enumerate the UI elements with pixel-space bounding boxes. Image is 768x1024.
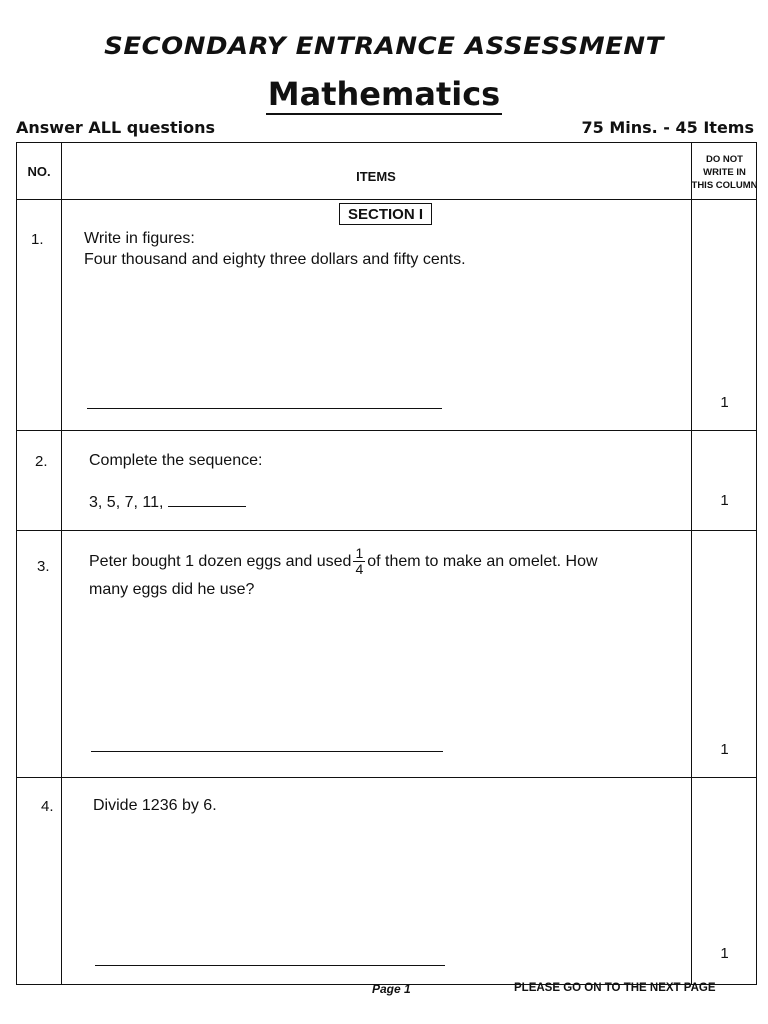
column-divider-marker (691, 143, 692, 984)
mark-value: 1 (720, 945, 729, 962)
instruction-text: Answer ALL questions (16, 118, 215, 137)
column-divider-no (61, 143, 62, 984)
header-do-not-write: DO NOT WRITE IN THIS COLUMN (691, 153, 758, 191)
exam-title: SECONDARY ENTRANCE ASSESSMENT (104, 32, 664, 60)
question-text-end: of them to make an omelet. How (367, 552, 598, 570)
mark-value: 1 (720, 394, 729, 411)
answer-line[interactable] (87, 408, 442, 409)
question-number: 3. (37, 558, 50, 575)
answer-line[interactable] (95, 965, 445, 966)
mark-value: 1 (720, 741, 729, 758)
time-and-items: 75 Mins. - 45 Items (581, 118, 754, 137)
fraction-numerator: 1 (355, 545, 364, 561)
answer-line[interactable] (91, 751, 443, 752)
next-page-notice: PLEASE GO ON TO THE NEXT PAGE (514, 982, 716, 994)
row-divider-2 (17, 530, 756, 531)
exam-table (16, 142, 757, 985)
row-divider-1 (17, 430, 756, 431)
header-items: ITEMS (356, 168, 396, 184)
mark-value: 1 (720, 492, 729, 509)
question-text: Four thousand and eighty three dollars and fifty cents. (84, 251, 466, 268)
page-number: Page 1 (372, 982, 411, 996)
sequence-row (89, 492, 246, 514)
question-number: 4. (41, 798, 54, 815)
fraction-denominator: 4 (355, 561, 364, 577)
question-text: Complete the sequence: (89, 452, 263, 469)
question-text: Write in figures: (84, 230, 195, 247)
fraction-one-quarter (353, 546, 365, 577)
question-text: Divide 1236 by 6. (93, 797, 217, 814)
question-text: many eggs did he use? (89, 581, 255, 598)
sequence-blank[interactable] (168, 493, 246, 507)
subject-heading (0, 76, 768, 112)
sequence-values: 3, 5, 7, 11, (89, 494, 164, 511)
question-number: 1. (31, 231, 44, 248)
header-no: NO. (27, 163, 51, 179)
row-divider-3 (17, 777, 756, 778)
question-text-start: Peter bought 1 dozen eggs and used (89, 552, 352, 570)
subject-title: Mathematics (267, 75, 501, 113)
section-label: SECTION I (339, 203, 432, 225)
question-number: 2. (35, 453, 48, 470)
question-text (89, 546, 598, 577)
